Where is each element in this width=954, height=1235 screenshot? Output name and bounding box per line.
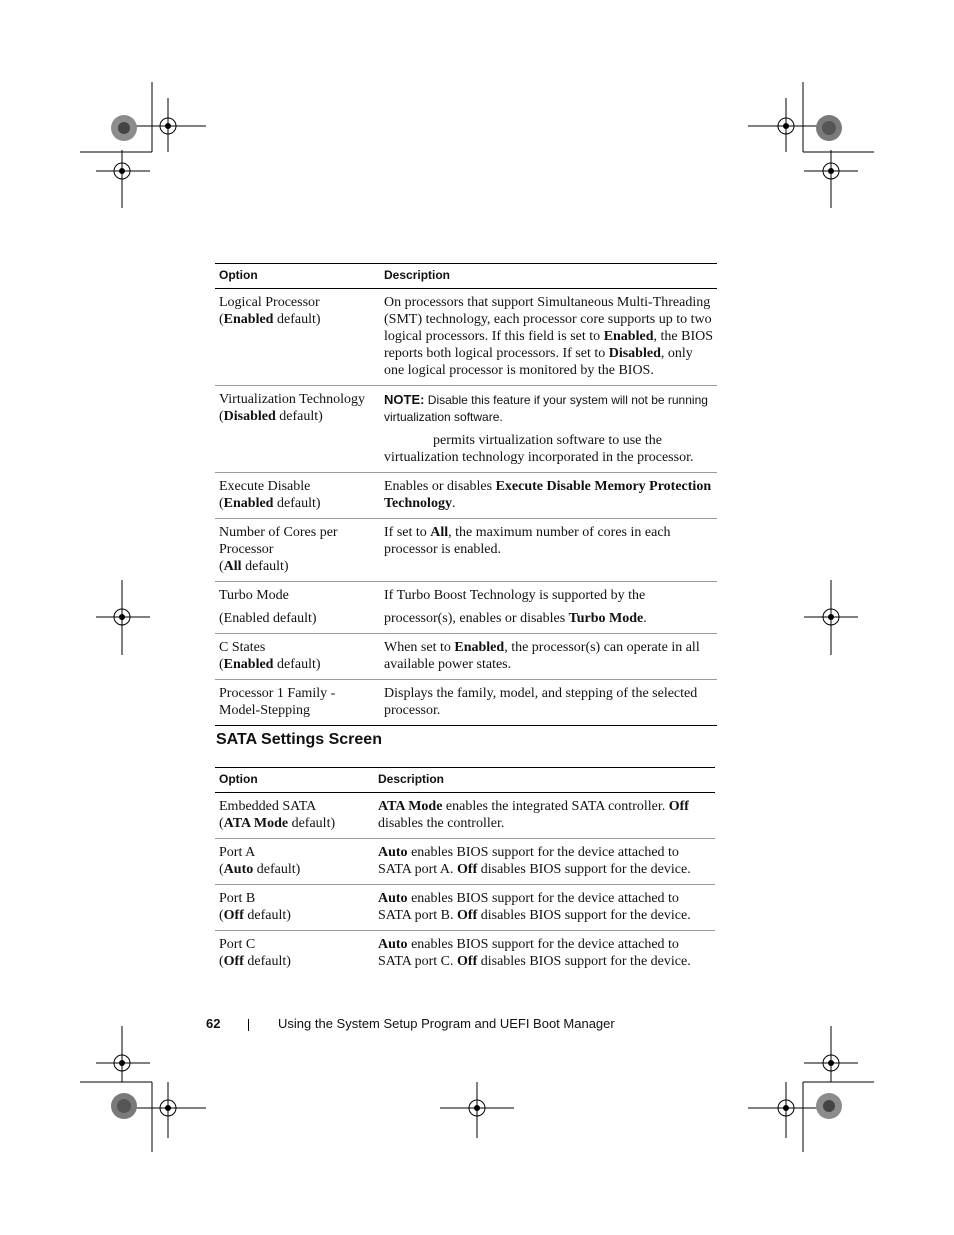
description-cell: ATA Mode enables the integrated SATA controller. Off disables the controller. [374, 793, 715, 839]
table-row [215, 680, 717, 726]
table-row [215, 634, 717, 680]
option-cell: Port A (Auto default) [215, 839, 374, 885]
option-cell: C States (Enabled default) [215, 634, 380, 680]
option-column-header: Option [215, 264, 380, 289]
page-number: 62 [206, 1016, 221, 1031]
option-cell: Embedded SATA (ATA Mode default) [215, 793, 374, 839]
table-row [215, 289, 717, 386]
description-cell: Auto enables BIOS support for the device attached to SATA port A. Off disables BIOS support for the device. [374, 839, 715, 885]
table-row [215, 582, 717, 634]
description-cell: On processors that support Simultaneous Multi-Threading (SMT) technology, each processor core supports up to two logical processors. If this field is set to Enabled, the BIOS reports both logical processors. If set to Disabled, only one logical processor is monitored by the BIOS. [380, 289, 717, 386]
option-cell: Number of Cores per Processor (All default) [215, 519, 380, 582]
table-row [215, 885, 715, 931]
note-block: NOTE: Disable this feature if your system will not be running virtualization software. [384, 392, 708, 424]
option-cell: Turbo Mode (Enabled default) [215, 582, 380, 634]
footer-title: Using the System Setup Program and UEFI Boot Manager [278, 1016, 615, 1031]
table-header-row [215, 264, 717, 289]
description-cell: Auto enables BIOS support for the device attached to SATA port B. Off disables BIOS support for the device. [374, 885, 715, 931]
option-cell: Execute Disable (Enabled default) [215, 473, 380, 519]
option-cell: Port C (Off default) [219, 937, 291, 969]
table-row [215, 473, 717, 519]
option-column-header: Option [215, 768, 374, 793]
table-row [215, 386, 717, 473]
description-column-header: Description [374, 768, 715, 793]
section-title: SATA Settings Screen [216, 731, 382, 748]
option-cell: Processor 1 Family -Model-Stepping [215, 680, 380, 726]
description-cell: Displays the family, model, and stepping of the selected processor. [380, 680, 717, 726]
description-cell: If Turbo Boost Technology is supported by the processor(s), enables or disables Turbo Mode. [380, 582, 717, 634]
description-column-header: Description [380, 264, 717, 289]
option-cell: Virtualization Technology (Disabled default) [215, 386, 380, 473]
option-cell: Logical Processor (Enabled default) [215, 289, 380, 386]
description-cell: NOTE: Disable this feature if your system will not be running virtualization software. permits virtualization software to use the virtualization technology incorporated in the processor. [380, 386, 717, 473]
sata-settings-table [215, 767, 715, 976]
option-cell: Port B (Off default) [215, 885, 374, 931]
table-row [215, 931, 715, 977]
description-cell: Enables or disables Execute Disable Memory Protection Technology. [380, 473, 717, 519]
note-label: NOTE: [384, 392, 425, 407]
table-row [215, 839, 715, 885]
table-row [215, 793, 715, 839]
table-row [215, 519, 717, 582]
processor-settings-table [215, 263, 717, 726]
description-cell: When set to Enabled, the processor(s) can operate in all available power states. [380, 634, 717, 680]
footer-separator [248, 1019, 249, 1031]
description-cell: If set to All, the maximum number of cores in each processor is enabled. [380, 519, 717, 582]
table-header-row [215, 768, 715, 793]
description-cell: Auto enables BIOS support for the device attached to SATA port C. Off disables BIOS support for the device. [378, 937, 691, 969]
